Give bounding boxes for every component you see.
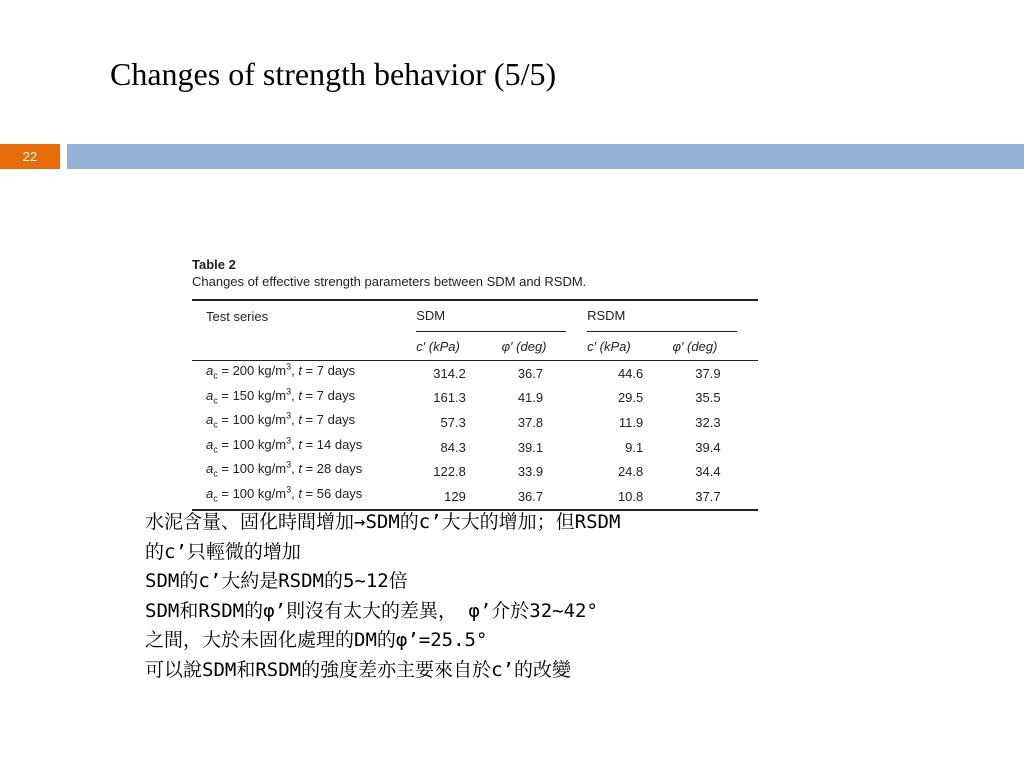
header-sdm-c: c′ (kPa) [416, 338, 460, 354]
cell-sdm-c: 314.2 [433, 365, 466, 381]
header-accent-bar [67, 144, 1024, 169]
cell-test-series: $a_c = 100$ $kg/m^3$, t = 14 days [206, 435, 363, 455]
cell-rsdm-phi: 39.4 [695, 439, 721, 455]
cell-rsdm-c: 44.6 [617, 365, 644, 381]
table-row [192, 435, 758, 460]
header-group-rsdm [587, 301, 758, 332]
cell-test-series: $a_c = 200$ $kg/m^3$, t = 7 days [206, 361, 356, 381]
table-header-row-groups [192, 301, 758, 332]
table-label: Table 2 [192, 257, 236, 272]
body-line: SDM和RSDM的φ’則沒有太大的差異， φ’介於32~42° [145, 599, 598, 622]
header-test-series: Test series [206, 309, 269, 324]
cell-rsdm-phi: 34.4 [695, 464, 721, 480]
cell-sdm-c: 84.3 [440, 439, 466, 455]
cell-rsdm-phi: 37.7 [695, 488, 721, 504]
body-line: 水泥含量、固化時間增加→SDM的c’大大的增加；但RSDM [145, 511, 621, 533]
body-line: 可以說SDM和RSDM的強度差亦主要來自於c’的改變 [145, 658, 571, 681]
table-figure [192, 256, 762, 511]
body-line: 之間，大於未固化處理的DM的φ’=25.5° [145, 629, 488, 651]
cell-sdm-c: 122.8 [433, 464, 466, 480]
cell-sdm-c: 161.3 [433, 390, 466, 406]
table-row [192, 361, 758, 386]
table-row [192, 484, 758, 509]
cell-sdm-phi: 36.7 [517, 365, 544, 381]
cell-test-series: $a_c = 100$ $kg/m^3$, t = 56 days [206, 484, 363, 504]
table-row [192, 386, 758, 411]
table-body [192, 361, 758, 509]
cell-test-series: $a_c = 100$ $kg/m^3$, t = 7 days [206, 410, 356, 430]
slide-body-text [145, 508, 885, 685]
table-caption: Changes of effective strength parameters between SDM and RSDM. [192, 274, 587, 289]
header-group-sdm-label: SDM [416, 301, 566, 332]
cell-rsdm-phi: 35.5 [695, 390, 721, 406]
header-empty-cell [192, 332, 416, 360]
cell-rsdm-c: 24.8 [617, 464, 644, 480]
cell-rsdm-c: 29.5 [617, 390, 644, 406]
body-line: SDM的c’大約是RSDM的5~12倍 [145, 570, 408, 592]
cell-test-series: $a_c = 100$ $kg/m^3$, t = 28 days [206, 460, 363, 479]
page-number-badge [0, 144, 60, 169]
strength-parameters-table [192, 301, 758, 360]
cell-sdm-phi: 39.1 [517, 439, 544, 455]
cell-sdm-c: 129 [444, 488, 466, 504]
cell-rsdm-phi: 37.9 [695, 365, 721, 381]
cell-sdm-phi: 33.9 [517, 464, 544, 480]
header-sdm-phi: φ′ (deg) [501, 338, 547, 354]
body-line: 的c’只輕微的增加 [145, 540, 301, 563]
table-row [192, 410, 758, 435]
header-rsdm-c: c′ (kPa) [587, 338, 631, 354]
header-group-sdm [416, 301, 587, 332]
cell-rsdm-c: 11.9 [618, 414, 644, 430]
header-group-rsdm-label: RSDM [587, 301, 737, 332]
cell-sdm-c: 57.3 [440, 414, 466, 430]
cell-sdm-phi: 36.7 [517, 488, 544, 504]
header-rsdm-phi: φ′ (deg) [672, 338, 718, 354]
cell-test-series: $a_c = 150$ $kg/m^3$, t = 7 days [206, 386, 356, 406]
page-number: 22 [22, 149, 38, 164]
slide-title: Changes of strength behavior (5/5) [110, 56, 557, 92]
cell-rsdm-phi: 32.3 [695, 414, 721, 430]
cell-sdm-phi: 37.8 [517, 414, 544, 430]
table-header-row-params [192, 332, 758, 360]
table-row [192, 459, 758, 484]
cell-rsdm-c: 10.8 [617, 488, 644, 504]
cell-sdm-phi: 41.9 [517, 390, 544, 406]
cell-rsdm-c: 9.1 [625, 439, 644, 455]
